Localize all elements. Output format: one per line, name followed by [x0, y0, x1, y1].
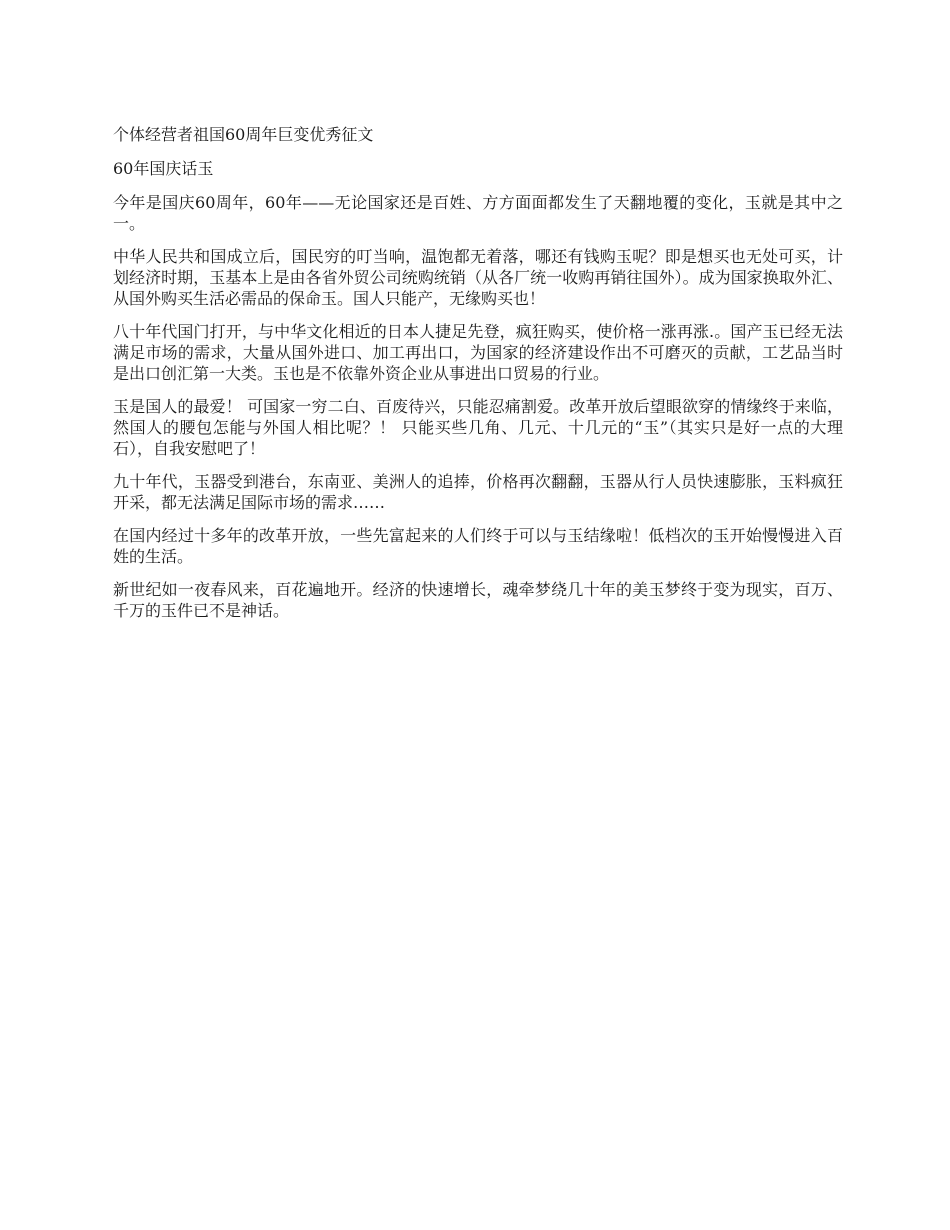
document-subtitle: 60年国庆话玉 [113, 159, 214, 178]
paragraph: 中华人民共和国成立后，国民穷的叮当响，温饱都无着落，哪还有钱购玉呢？即是想买也无处可买，计划经济时期，玉基本上是由各省外贸公司统购统销（从各厂统一收购再销往国外）。成为国家换取外汇、从国外购买生活必需品的保命玉。国人只能产，无缘购买也！ [113, 247, 843, 308]
paragraph: 今年是国庆60周年，60年——无论国家还是百姓、方方面面都发生了天翻地覆的变化，玉就是其中之一。 [113, 193, 843, 233]
paragraph: 玉是国人的最爱！ 可国家一穷二白、百废待兴，只能忍痛割爱。改革开放后望眼欲穿的情缘终于来临，然国人的腰包怎能与外国人相比呢？！ 只能买些几角、几元、十几元的“玉”（其实只是好一点的大理石），自我安慰吧了！ [113, 397, 843, 458]
document-title: 个体经营者祖国60周年巨变优秀征文 [113, 125, 374, 144]
document-body [113, 124, 843, 633]
paragraph: 九十年代，玉器受到港台，东南亚、美洲人的追捧，价格再次翻翻，玉器从行人员快速膨胀，玉料疯狂开采，都无法满足国际市场的需求…… [113, 472, 843, 512]
paragraph: 新世纪如一夜春风来，百花遍地开。经济的快速增长，魂牵梦绕几十年的美玉梦终于变为现实，百万、千万的玉件已不是神话。 [113, 580, 843, 620]
paragraph: 八十年代国门打开，与中华文化相近的日本人捷足先登，疯狂购买，使价格一涨再涨.。国产玉已经无法满足市场的需求，大量从国外进口、加工再出口，为国家的经济建设作出不可磨灭的贡献，工艺品当时是出口创汇第一大类。玉也是不依靠外资企业从事进出口贸易的行业。 [113, 322, 843, 383]
paragraph: 在国内经过十多年的改革开放，一些先富起来的人们终于可以与玉结缘啦！低档次的玉开始慢慢进入百姓的生活。 [113, 526, 843, 566]
